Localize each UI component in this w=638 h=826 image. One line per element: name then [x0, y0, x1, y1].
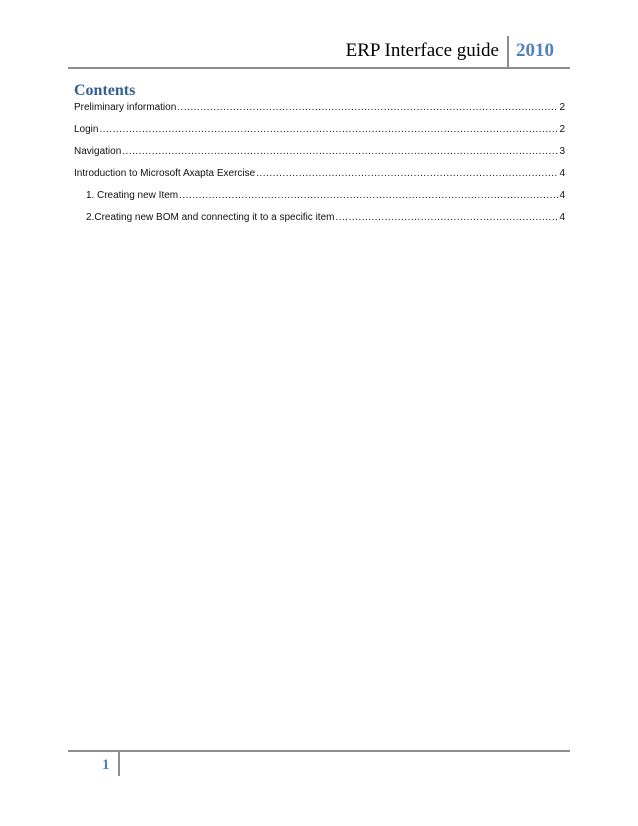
header-title: ERP Interface guide — [345, 40, 499, 61]
toc-subentry-text: Creating new BOM and connecting it to a specific item — [94, 212, 335, 223]
toc-subentry-number: 1. — [86, 190, 95, 201]
toc-entry-login[interactable] — [74, 123, 565, 145]
table-of-contents — [74, 101, 565, 233]
toc-entry-preliminary-information[interactable] — [74, 101, 565, 123]
header-rule — [68, 67, 570, 69]
header-separator — [507, 36, 509, 67]
footer-page-number: 1 — [102, 757, 110, 773]
page-header — [68, 36, 570, 68]
toc-entry-page: 4 — [559, 168, 565, 179]
toc-entry-text: Navigation — [74, 146, 122, 157]
footer-rule — [68, 750, 570, 752]
toc-dot-leader — [122, 145, 558, 159]
toc-entry-introduction[interactable] — [74, 167, 565, 189]
toc-heading: Contents — [74, 82, 136, 99]
header-year: 2010 — [516, 40, 554, 61]
toc-dot-leader — [256, 167, 558, 181]
toc-entry-navigation[interactable] — [74, 145, 565, 167]
toc-entry-page: 2 — [559, 102, 565, 113]
toc-dot-leader — [99, 123, 558, 137]
footer-separator — [118, 752, 120, 776]
toc-subentry-text: Creating new Item — [96, 190, 179, 201]
toc-entry-text: Introduction to Microsoft Axapta Exercise — [74, 168, 256, 179]
toc-entry-text: Login — [74, 124, 99, 135]
toc-dot-leader — [335, 211, 558, 225]
toc-dot-leader — [179, 189, 558, 203]
toc-subentry-number: 2. — [86, 212, 95, 223]
toc-entry-page: 3 — [559, 146, 565, 157]
toc-entry-text: Preliminary information — [74, 102, 177, 113]
toc-subentry-creating-new-item[interactable] — [74, 189, 565, 211]
toc-subentry-creating-new-bom[interactable] — [74, 211, 565, 233]
toc-subentry-page: 4 — [559, 190, 565, 201]
toc-entry-page: 2 — [559, 124, 565, 135]
toc-subentry-page: 4 — [559, 212, 565, 223]
toc-dot-leader — [177, 101, 558, 115]
